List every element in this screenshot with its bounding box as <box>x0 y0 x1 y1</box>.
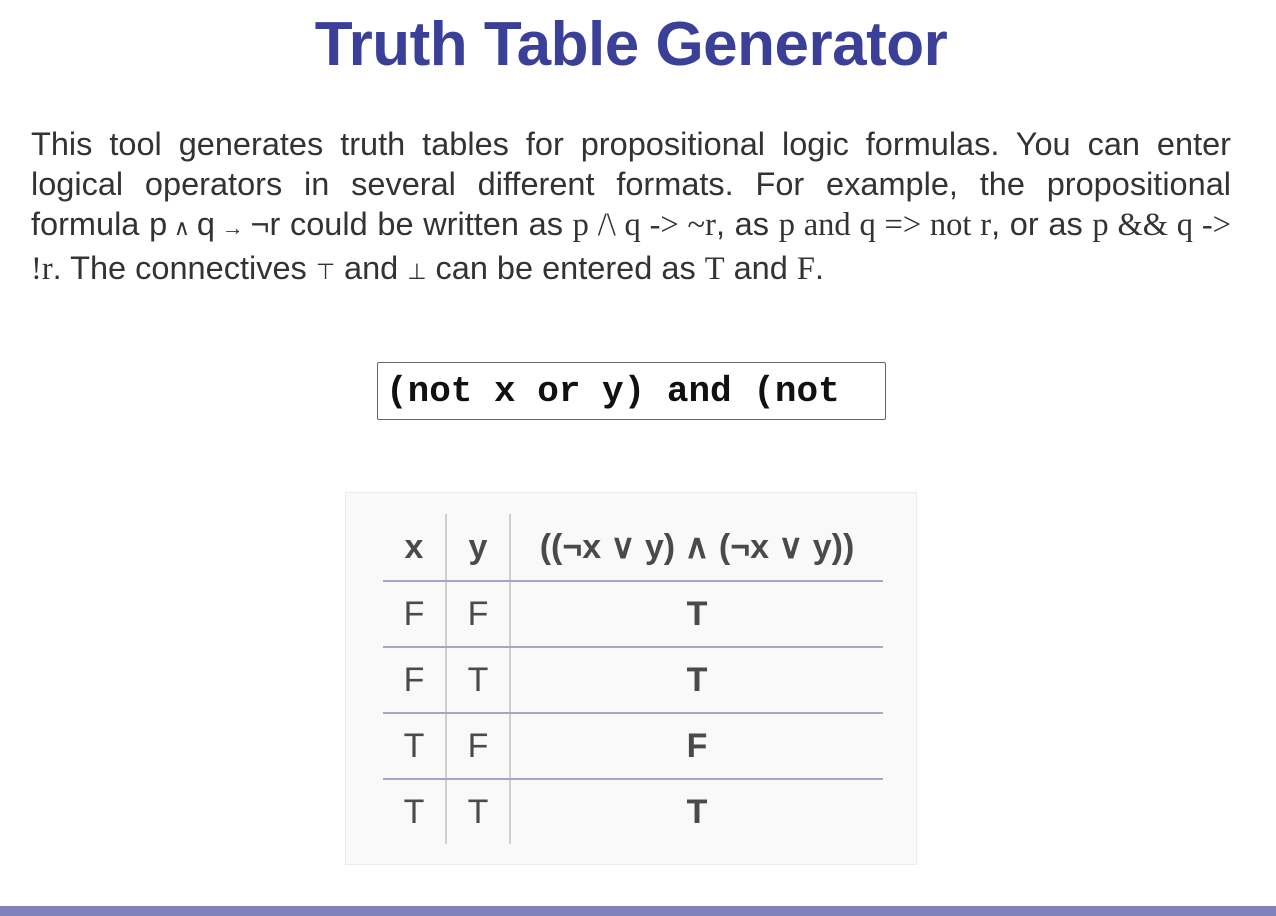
intro-text-4: , or as <box>991 206 1093 242</box>
intro-text-7: can be entered as <box>426 250 705 286</box>
cell-x: T <box>383 779 446 844</box>
table-row <box>383 647 883 713</box>
and-symbol: ∧ <box>167 215 197 240</box>
intro-text-8: and <box>724 250 797 286</box>
cell-result: T <box>510 581 883 647</box>
example-true: T <box>704 251 725 287</box>
cell-result: F <box>510 713 883 779</box>
cell-result: T <box>510 647 883 713</box>
intro-paragraph <box>31 124 1231 292</box>
page-title: Truth Table Generator <box>314 10 948 79</box>
truth-table <box>383 514 883 844</box>
intro-text-6: and <box>335 250 408 286</box>
column-header-x: x <box>383 514 446 581</box>
cell-x: T <box>383 713 446 779</box>
bottom-symbol: ⊥ <box>407 259 427 284</box>
table-row <box>383 713 883 779</box>
cell-x: F <box>383 647 446 713</box>
column-header-y: y <box>446 514 510 581</box>
column-header-formula: ((¬x ∨ y) ∧ (¬x ∨ y)) <box>510 514 883 581</box>
formula-symbol-q: q <box>196 206 215 242</box>
intro-text-2: could be written as <box>280 206 573 242</box>
formula-symbol-p: p <box>149 206 168 242</box>
example-c-style: p && q -> !r <box>31 207 1232 287</box>
footer-accent-bar <box>0 906 1276 916</box>
top-symbol: ⊤ <box>315 259 335 284</box>
intro-text-1: This tool generates truth tables for propositional logic formulas. You can enter logical operators in several different formats. For example, the propositional formula <box>31 126 1231 242</box>
intro-text-9: . <box>814 250 824 286</box>
table-row <box>383 581 883 647</box>
truth-table-panel <box>345 492 917 865</box>
intro-text-5: . The connectives <box>52 250 316 286</box>
cell-x: F <box>383 581 446 647</box>
cell-result: T <box>686 792 708 831</box>
table-row <box>383 779 883 844</box>
intro-text-3: , as <box>715 206 779 242</box>
cell-y: T <box>446 647 510 713</box>
table-header-row <box>383 514 883 581</box>
formula-input[interactable] <box>377 362 886 420</box>
formula-symbol-not-r: ¬r <box>250 206 281 242</box>
cell-y: F <box>446 581 510 647</box>
implies-symbol: → <box>214 215 251 240</box>
example-false: F <box>796 251 815 287</box>
example-words: p and q => not r <box>778 207 992 243</box>
cell-y: F <box>446 713 510 779</box>
cell-y: T <box>446 779 510 844</box>
example-ascii: p /\ q -> ~r <box>572 207 716 243</box>
